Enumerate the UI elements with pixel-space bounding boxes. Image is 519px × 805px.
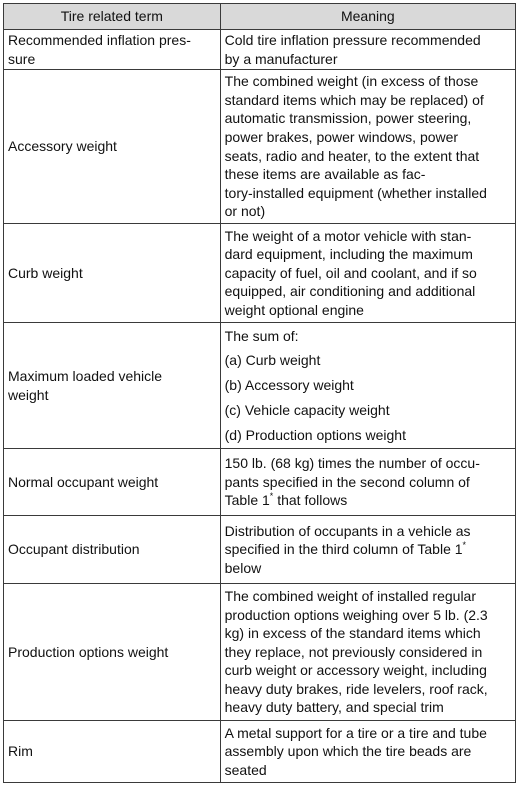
meaning-line: these items are available as fac- [224, 166, 426, 183]
meaning-line: The weight of a motor vehicle with stan- [224, 227, 472, 244]
meaning-line: tory-installed equipment (whether installed [224, 184, 487, 201]
table-header [4, 4, 516, 30]
table-row [4, 516, 516, 584]
table-row [4, 584, 516, 721]
meaning-line: automatic transmission, power steering, [224, 110, 472, 127]
meaning-line: curb weight or accessory weight, including [224, 662, 487, 679]
term-cell [4, 70, 221, 224]
meaning-cell [220, 224, 515, 323]
meaning-cell [220, 721, 515, 783]
meaning-line: below [224, 559, 262, 576]
table-row [4, 70, 516, 224]
meaning-line [225, 491, 511, 510]
meaning-line: seated [224, 761, 267, 778]
table-reference: Table 1 [224, 492, 270, 509]
table-row [4, 449, 516, 516]
meaning-line: 150 lb. (68 kg) times the number of occu- [224, 455, 480, 472]
meaning-line: kg) in excess of the standard items which [224, 625, 481, 642]
meaning-line: pants specified in the second column of [224, 473, 470, 490]
term-line: sure [8, 50, 36, 67]
meaning-line: assembly upon which the tire beads are [224, 743, 472, 760]
meaning-line: power brakes, power windows, power [224, 128, 459, 145]
term-cell [4, 516, 221, 584]
term-cell [4, 224, 221, 323]
table-row [4, 323, 516, 449]
meaning-line: heavy duty brakes, ride levelers, roof rack, [224, 680, 488, 697]
meaning-cell [220, 30, 515, 70]
meaning-cell [220, 584, 515, 721]
meaning-line: Distribution of occupants in a vehicle as [224, 522, 471, 539]
header-meaning: Meaning [220, 4, 515, 30]
meaning-line: by a manufacturer [224, 50, 338, 67]
sum-item: (c) Vehicle capacity weight [224, 401, 390, 418]
meaning-line: or not) [224, 203, 266, 220]
term-line: Normal occupant weight [8, 473, 159, 490]
meaning-intro: The sum of: [224, 327, 299, 344]
sum-item: (d) Production options weight [224, 426, 406, 443]
meaning-line: The combined weight of installed regular [224, 587, 477, 604]
meaning-line: they replace, not previously considered in [224, 643, 483, 660]
term-cell [4, 323, 221, 449]
term-cell [4, 30, 221, 70]
meaning-text: specified in the third column of Table 1 [224, 541, 463, 558]
term-line: Recommended inflation pres- [8, 31, 191, 48]
term-line: Accessory weight [8, 138, 117, 155]
meaning-line: Cold tire inflation pressure recommended [224, 31, 481, 48]
term-line: weight [8, 386, 49, 403]
term-cell [4, 721, 221, 783]
footnote-marker: * [462, 539, 467, 550]
sum-item: (b) Accessory weight [224, 377, 354, 394]
meaning-cell [220, 70, 515, 224]
term-line: Occupant distribution [8, 541, 140, 558]
meaning-line: weight optional engine [224, 301, 364, 318]
footnote-marker: * [269, 490, 274, 501]
sum-item: (a) Curb weight [224, 352, 321, 369]
table-row [4, 721, 516, 783]
meaning-line: A metal support for a tire or a tire and tube [224, 724, 487, 741]
meaning-line: heavy duty battery, and special trim [224, 699, 444, 716]
term-line: Production options weight [8, 643, 169, 660]
term-line: Rim [8, 743, 33, 760]
meaning-line: capacity of fuel, oil and coolant, and if so [224, 264, 477, 281]
meaning-line: dard equipment, including the maximum [224, 246, 473, 263]
meaning-line: equipped, air conditioning and additional [224, 283, 476, 300]
term-line: Curb weight [8, 264, 83, 281]
meaning-cell [220, 516, 515, 584]
tire-terms-table [3, 3, 516, 783]
header-row [4, 4, 516, 30]
meaning-line: production options weighing over 5 lb. (2.3 [224, 606, 488, 623]
table-row [4, 30, 516, 70]
meaning-cell [220, 449, 515, 516]
term-cell [4, 584, 221, 721]
meaning-line [225, 540, 511, 559]
meaning-line: seats, radio and heater, to the extent that [224, 147, 480, 164]
term-cell [4, 449, 221, 516]
meaning-line: The combined weight (in excess of those [224, 73, 479, 90]
table-row [4, 224, 516, 323]
meaning-cell [220, 323, 515, 449]
meaning-text: that follows [273, 492, 348, 509]
header-term: Tire related term [4, 4, 221, 30]
term-line: Maximum loaded vehicle [8, 367, 163, 384]
meaning-line: standard items which may be replaced) of [224, 91, 484, 108]
